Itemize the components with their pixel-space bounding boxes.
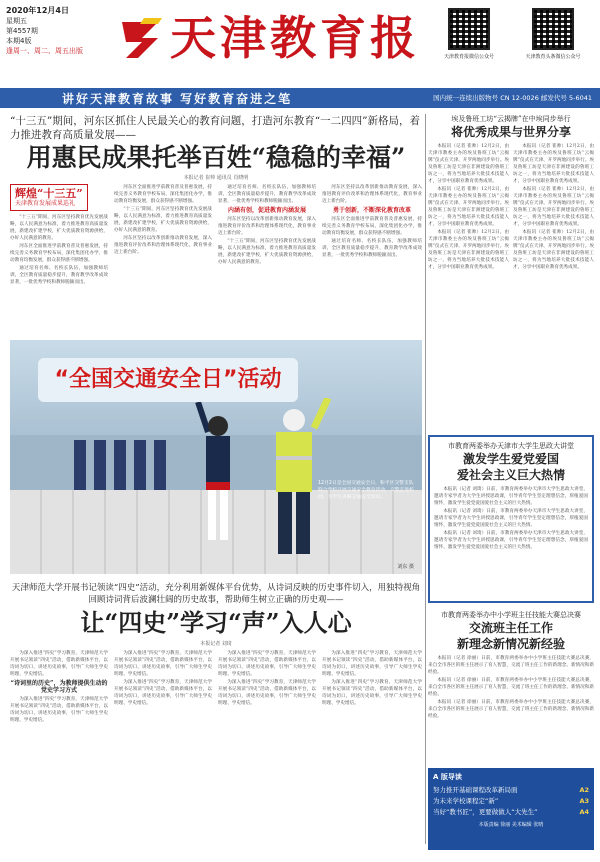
second-paragraph: 为深入推进“四史”学习教育，天津师范大学开展书记领读“四史”活动，借助新媒体平台，以诗词为切口，讲述历史故事，引导广大师生学史明理、学史增信。 [218,651,316,677]
series-tag-sub: 天津教育发展成果巡礼 [15,200,76,207]
column-divider [425,114,426,844]
publication-codes: 国内统一连续出版物号 CN 12-0026 邮发代号 5-6041 [433,94,592,102]
lead-paragraph: “十三五”期间，河东区坚持教育优先发展战略，以人民满意为标准，着力推进教育高质量发展，新建改扩建学校，扩大优质教育资源供给，办好人民满意的教育。 [218,239,316,265]
editor-credits: 本版责编 徐丽 美术编辑 张晴 [478,822,544,828]
box-kicker: 市教育两委举办天津市大学生思政大讲堂 [448,442,574,450]
lead-subhead-2: 勇于创新，不断深化教育改革 [332,207,411,214]
guide-item-page: A3 [579,797,589,805]
right-top-kicker: 埃及鲁班工坊“云揭牌”在中埃同步举行 [451,115,571,123]
second-body-col3 [218,650,316,846]
box-paragraph: 本报讯（记者 刘琦）日前，市教育两委举办天津市大学生思政大讲堂，邀请专家学者为大学生讲授思政课，引导青年学生坚定理想信念，厚植爱国情怀，激发学生爱党爱国爱社会主义的巨大热情。 [434,509,588,528]
lead-paragraph: 河东区全面推进学前教育普及普惠发展，持续完善义务教育学校布局，深化集团化办学，推动教育均衡发展，群众获得感不断增强。 [322,217,422,236]
issue-schedule: 逢周一、周二、周五出版 [6,47,83,55]
second-paragraph: 为深入推进“四史”学习教育，天津师范大学开展书记领读“四史”活动，借助新媒体平台，以诗词为切口，讲述历史故事，引导广大师生学史明理、学史增信。 [322,680,422,706]
guide-item[interactable] [433,807,589,818]
second-subhead: “诗词里的历史”，为教师提供生动的党史学习方式 [10,680,108,694]
guide-item[interactable] [433,796,589,807]
second-body-col2 [114,650,212,846]
guide-item-page: A4 [579,808,589,816]
page-guide-box [428,768,594,850]
right-top-paragraph: 本报讯（记者 崔帅）12月2日，由天津市教委主办的埃及鲁班工坊“云揭牌”仪式在天津、开罗两地同步举行。埃及鲁班工坊是天津在非洲建设的鲁班工坊之一，将为当地培养大批技术技能人才，分享中国职业教育优秀成果。 [513,187,594,227]
guide-item[interactable] [433,785,589,796]
lead-paragraph: “十三五”期间，河东区坚持教育优先发展战略，以人民满意为标准，着力推进教育高质量发展，新建改扩建学校，扩大优质教育资源供给，办好人民满意的教育。 [10,215,108,241]
guide-item-page: A2 [579,786,589,794]
second-headline: 让“四史”学习“声”入人心 [80,608,352,637]
right-middle-body [428,655,594,759]
right-top-paragraph: 本报讯（记者 崔帅）12月2日，由天津市教委主办的埃及鲁班工坊“云揭牌”仪式在天津、开罗两地同步举行。埃及鲁班工坊是天津在非洲建设的鲁班工坊之一，将为当地培养大批技术技能人才，分享中国职业教育优秀成果。 [513,144,594,184]
masthead [0,0,600,88]
right-top-paragraph: 本报讯（记者 崔帅）12月2日，由天津市教委主办的埃及鲁班工坊“云揭牌”仪式在天津、开罗两地同步举行。埃及鲁班工坊是天津在非洲建设的鲁班工坊之一，将为当地培养大批技术技能人才，分享中国职业教育优秀成果。 [428,187,509,227]
right-middle-paragraph: 本报讯（记者 徐丽）日前，市教育两委举办中小学班主任技能大赛总决赛，来自全市各区的班主任展示了育人智慧，交流了班主任工作的新理念、新情况和新经验。 [428,656,594,675]
news-photo [10,340,422,574]
series-tag-main: 辉煌“十三五” [15,187,83,200]
lead-paragraph: 通过培育名师、名校长队伍，加强教师培训，全区教育质量稳步提升，教育教学改革成效显著，一批优秀学校和教师脱颖而出。 [218,185,316,204]
issue-number: 第4557期 [6,27,38,35]
paper-title: 天津教育报 [170,11,420,65]
second-kicker: 天津师范大学开展书记领读“四史”活动，充分利用新媒体平台优势，从诗词反映的历史事件切入，用独特视角回顾诗词背后波澜壮阔的历史故事，帮助师生树立正确的历史观—— [11,583,421,605]
right-middle-headline-2: 新理念新情况新经验 [456,637,565,651]
lead-paragraph: “十三五”期间，河东区坚持教育优先发展战略，以人民满意为标准，着力推进教育高质量发展，新建改扩建学校，扩大优质教育资源供给，办好人民满意的教育。 [114,207,212,233]
lead-body-col4 [322,184,422,359]
right-top-body-col2 [513,143,594,431]
second-paragraph: 为深入推进“四史”学习教育，天津师范大学开展书记领读“四史”活动，借助新媒体平台，以诗词为切口，讲述历史故事，引导广大师生学史明理、学史增信。 [114,651,212,677]
lead-subhead-1: 内涵有创，促进教育内涵发展 [227,207,306,214]
second-paragraph: 为深入推进“四史”学习教育，天津师范大学开展书记领读“四史”活动，借助新媒体平台，以诗词为切口，讲述历史故事，引导广大师生学史明理、学史增信。 [114,680,212,706]
right-top-paragraph: 本报讯（记者 崔帅）12月2日，由天津市教委主办的埃及鲁班工坊“云揭牌”仪式在天津、开罗两地同步举行。埃及鲁班工坊是天津在非洲建设的鲁班工坊之一，将为当地培养大批技术技能人才，分享中国职业教育优秀成果。 [513,230,594,270]
right-middle-article [428,610,594,759]
lead-paragraph: 河东区坚持以改革创新推动教育发展，深入推进教育评价改革和治理体系现代化，教育事业迈上新台阶。 [218,217,316,236]
highlight-article-box [428,435,594,603]
right-middle-headline-1: 交流班主任工作 [468,621,553,635]
lead-headline: 用惠民成果托举百姓“稳稳的幸福” [26,143,406,172]
second-body-col4 [322,650,422,846]
right-top-paragraph: 本报讯（记者 崔帅）12月2日，由天津市教委主办的埃及鲁班工坊“云揭牌”仪式在天津、开罗两地同步举行。埃及鲁班工坊是天津在非洲建设的鲁班工坊之一，将为当地培养大批技术技能人才，分享中国职业教育优秀成果。 [428,144,509,184]
series-tag [10,184,88,211]
lead-byline: 本报记者 崔帅 通讯员 肖晓明 [183,175,249,181]
second-byline: 本报记者 刘琦 [200,641,232,647]
photo-caption: 12月2日是全国交通安全日，和平区交警支队联合学校开展交通安全教育活动，交警走进校园，为学生讲解交通安全知识。 [318,481,414,500]
student-figure-icon [188,402,248,552]
right-middle-paragraph: 本报讯（记者 徐丽）日前，市教育两委举办中小学班主任技能大赛总决赛，来自全市各区的班主任展示了育人智慧，交流了班主任工作的新理念、新情况和新经验。 [428,700,594,719]
lead-paragraph: 河东区全面推进学前教育普及普惠发展，持续完善义务教育学校布局，深化集团化办学，推动教育均衡发展，群众获得感不断增强。 [114,185,212,204]
lead-body-col2 [114,184,212,359]
qr-caption-1: 天津教育报微信公众号 [443,54,494,60]
box-headline-1: 激发学生爱党爱国 [462,452,559,466]
issue-pages: 本期4版 [6,37,32,45]
lead-body-col3 [218,184,316,359]
guide-item-text: 当好“教书匠”，更要做做人“大先生” [433,808,538,816]
guide-item-text: 努力推开基础课程改革新局面 [433,786,518,794]
second-article [10,640,422,846]
lead-paragraph: 河东区坚持以改革创新推动教育发展，深入推进教育评价改革和治理体系现代化，教育事业迈上新台阶。 [114,236,212,255]
lead-paragraph: 河东区全面推进学前教育普及普惠发展，持续完善义务教育学校布局，深化集团化办学，推动教育均衡发展，群众获得感不断增强。 [10,244,108,263]
students-row-icon [70,430,180,500]
slogan-banner [0,88,600,108]
issue-weekday: 星期五 [6,17,27,25]
issue-date: 2020年12月4日 [6,6,69,15]
second-paragraph: 为深入推进“四史”学习教育，天津师范大学开展书记领读“四史”活动，借助新媒体平台，以诗词为切口，讲述历史故事，引导广大师生学史明理、学史增信。 [10,697,108,723]
right-top-body-col1 [428,143,509,431]
lead-paragraph: 河东区坚持以改革创新推动教育发展，深入推进教育评价改革和治理体系现代化，教育事业迈上新台阶。 [322,185,422,204]
lead-body-col1 [10,214,108,352]
guide-item-text: 为未来学校课程定“新” [433,797,499,805]
right-top-article [428,114,594,431]
lead-article [10,114,422,359]
right-middle-paragraph: 本报讯（记者 徐丽）日前，市教育两委举办中小学班主任技能大赛总决赛，来自全市各区的班主任展示了育人智慧，交流了班主任工作的新理念、新情况和新经验。 [428,678,594,697]
lead-kicker: “十三五”期间，河东区抓住人民最关心的教育问题，打造河东教育“一二四四”新格局，着力推进教育高质量发展—— [10,115,420,141]
second-paragraph: 为深入推进“四史”学习教育，天津师范大学开展书记领读“四史”活动，借助新媒体平台，以诗词为切口，讲述历史故事，引导广大师生学史明理、学史增信。 [218,680,316,706]
qr-caption-2: 天津教育头条微信公众号 [525,54,581,60]
right-middle-kicker: 市教育两委举办中小学班主任技能大赛总决赛 [441,611,581,619]
box-paragraph: 本报讯（记者 刘琦）日前，市教育两委举办天津市大学生思政大讲堂，邀请专家学者为大学生讲授思政课，引导青年学生坚定理想信念，厚植爱国情怀，激发学生爱党爱国爱社会主义的巨大热情。 [434,487,588,506]
second-paragraph: 为深入推进“四史”学习教育，天津师范大学开展书记领读“四史”活动，借助新媒体平台，以诗词为切口，讲述历史故事，引导广大师生学史明理、学史增信。 [322,651,422,677]
box-body [434,486,588,596]
banner-slogan: 讲好天津教育故事 写好教育奋进之笔 [62,92,293,106]
issue-info [6,6,86,56]
lead-paragraph: 通过培育名师、名校长队伍，加强教师培训，全区教育质量稳步提升，教育教学改革成效显著，一批优秀学校和教师脱颖而出。 [322,239,422,258]
second-body-col1 [10,650,108,846]
second-paragraph: 为深入推进“四史”学习教育，天津师范大学开展书记领读“四史”活动，借助新媒体平台，以诗词为切口，讲述历史故事，引导广大师生学史明理、学史增信。 [10,651,108,677]
box-paragraph: 本报讯（记者 刘琦）日前，市教育两委举办天津市大学生思政大讲堂，邀请专家学者为大学生讲授思政课，引导青年学生坚定理想信念，厚植爱国情怀，激发学生爱党爱国爱社会主义的巨大热情。 [434,531,588,550]
qr-code-icon [532,8,574,50]
photo-credit: 刘东 摄 [397,564,414,570]
right-top-headline: 将优秀成果与世界分享 [450,125,571,139]
photo-sign-text: “全国交通安全日”活动 [38,358,298,402]
right-top-paragraph: 本报讯（记者 崔帅）12月2日，由天津市教委主办的埃及鲁班工坊“云揭牌”仪式在天津、开罗两地同步举行。埃及鲁班工坊是天津在非洲建设的鲁班工坊之一，将为当地培养大批技术技能人才，分享中国职业教育优秀成果。 [428,230,509,270]
qr-code-icon [448,8,490,50]
newspaper-logo-icon [118,14,166,62]
lead-paragraph: 通过培育名师、名校长队伍，加强教师培训，全区教育质量稳步提升，教育教学改革成效显著，一批优秀学校和教师脱颖而出。 [10,266,108,285]
guide-title: A 版导读 [433,773,462,781]
box-headline-2: 爱社会主义巨大热情 [456,468,565,482]
